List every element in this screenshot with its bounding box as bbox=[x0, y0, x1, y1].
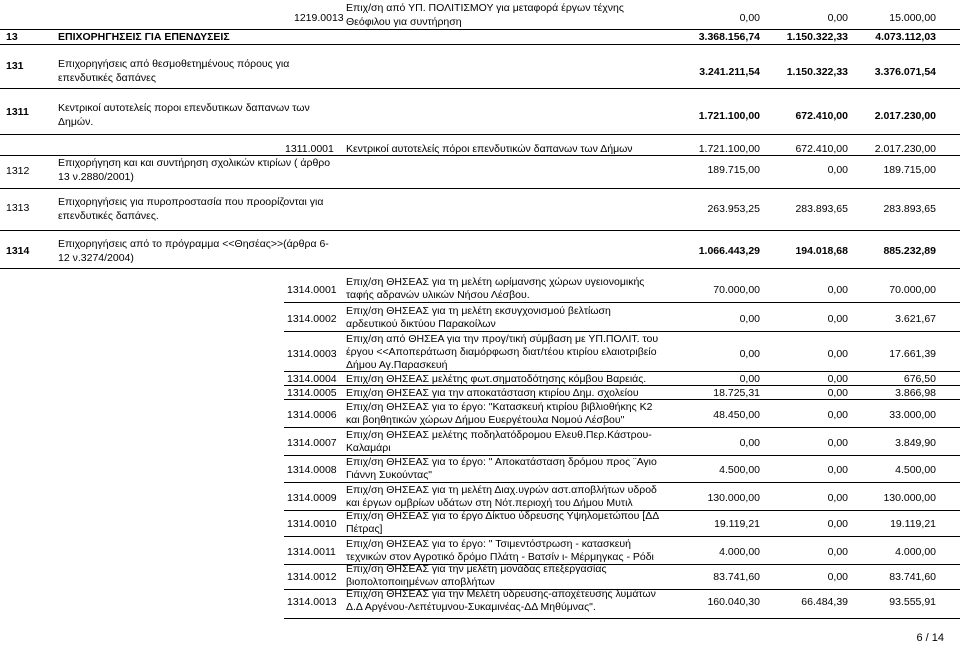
value-1: 19.119,21 bbox=[714, 518, 760, 530]
sub-row bbox=[0, 305, 960, 331]
value-3: 4.500,00 bbox=[895, 464, 936, 476]
row-desc: ΕΠΙΧΟΡΗΓΗΣΕΙΣ ΓΙΑ ΕΠΕΝΔΥΣΕΙΣ bbox=[58, 31, 230, 43]
row-desc: Κεντρικοί αυτοτελείς πόροι επενδυτικών δαπανων των Δήμων bbox=[346, 143, 633, 155]
value-3: 93.555,91 bbox=[889, 596, 936, 608]
row-desc-line: Επιχ/ση ΘΗΣΕΑΣ μελέτης φωτ.σηματοδότησης κόμβου Βαρειάς. bbox=[346, 373, 647, 385]
value-1: 0,00 bbox=[739, 437, 760, 449]
row-desc-line: και βοηθητικών χώρων Δήμου Ευεργέτουλα Νομού Λέσβου" bbox=[346, 414, 625, 426]
value-1: 130.000,00 bbox=[707, 492, 760, 504]
value-3: 2.017.230,00 bbox=[874, 110, 936, 122]
row-desc-line: Επιχορηγήσεις για πυροπροστασία που προορίζονται για bbox=[58, 196, 324, 208]
row-1314 bbox=[0, 234, 960, 268]
value-3: 3.866,98 bbox=[895, 387, 936, 399]
sub-row bbox=[0, 333, 960, 371]
value-3: 19.119,21 bbox=[890, 518, 936, 530]
value-2: 0,00 bbox=[827, 348, 848, 360]
row-1311-0001 bbox=[0, 143, 960, 155]
value-3: 70.000,00 bbox=[889, 284, 936, 296]
row-code: 1314.0004 bbox=[287, 373, 337, 385]
sub-row bbox=[0, 429, 960, 455]
value-2: 0,00 bbox=[827, 409, 848, 421]
sub-row bbox=[0, 456, 960, 482]
row-code: 1314.0003 bbox=[287, 348, 337, 360]
value-3: 4.073.112,03 bbox=[875, 31, 936, 43]
row-code: 1314.0007 bbox=[287, 437, 337, 449]
row-desc-line: έργου <<Αποπεράτωση διαμόρφωση διατ/τέου κτιρίου ελαιοτριβείο bbox=[346, 346, 657, 358]
value-2: 0,00 bbox=[827, 284, 848, 296]
rule bbox=[284, 385, 960, 386]
value-1: 1.721.100,00 bbox=[698, 110, 760, 122]
value-1: 0,00 bbox=[739, 12, 760, 24]
value-2: 0,00 bbox=[827, 571, 848, 583]
row-code: 1314.0001 bbox=[287, 284, 337, 296]
sub-row bbox=[0, 401, 960, 427]
value-2: 0,00 bbox=[827, 373, 848, 385]
value-1: 263.953,25 bbox=[707, 203, 760, 215]
sub-row bbox=[0, 373, 960, 385]
row-desc-line: και έργων ομβρίων υδάτων στη Νότ.περιοχή του Δήμου Μυτιλ bbox=[346, 497, 633, 509]
value-3: 3.849,90 bbox=[895, 437, 936, 449]
row-code: 1314.0012 bbox=[287, 571, 337, 583]
rule bbox=[284, 302, 960, 303]
row-desc-line: Επιχ/ση ΘΗΣΕΑΣ για το έργο: " Τσιμεντόστρωση - κατασκευή bbox=[346, 538, 632, 550]
value-2: 0,00 bbox=[827, 546, 848, 558]
row-desc-line: Επιχορήγηση και και συντήρηση σχολικών κτιρίων ( άρθρο bbox=[58, 157, 331, 169]
row-desc-line: Δ.Δ Αργένου-Λεπέτυμνου-Συκαμινέας-ΔΔ Μηθύμνας". bbox=[346, 601, 596, 613]
value-2: 0,00 bbox=[827, 437, 848, 449]
row-code: 1314.0008 bbox=[287, 464, 337, 476]
row-1313 bbox=[0, 192, 960, 228]
rule bbox=[284, 371, 960, 372]
row-code: 1314 bbox=[6, 245, 30, 257]
rule bbox=[284, 331, 960, 332]
rule bbox=[284, 536, 960, 537]
row-code: 1314.0011 bbox=[287, 546, 336, 558]
value-1: 1.721.100,00 bbox=[698, 143, 760, 155]
row-code: 1311.0001 bbox=[285, 143, 334, 155]
value-3: 33.000,00 bbox=[889, 409, 936, 421]
row-desc-line: επενδυτικές δαπάνες bbox=[58, 72, 156, 84]
value-2: 0,00 bbox=[827, 518, 848, 530]
value-1: 3.241.211,54 bbox=[699, 66, 760, 78]
row-code: 131 bbox=[6, 60, 24, 72]
value-1: 189.715,00 bbox=[707, 164, 760, 176]
row-desc-line: Επιχ/ση ΘΗΣΕΑΣ για το έργο Δίκτυο ύδρευσης Υψηλομετώπου [ΔΔ bbox=[346, 510, 660, 522]
value-3: 885.232,89 bbox=[883, 245, 936, 257]
row-desc-line: Επιχ/ση από ΥΠ. ΠΟΛΙΤΙΣΜΟΥ για μεταφορά έργων τέχνης bbox=[346, 2, 624, 14]
value-1: 3.368.156,74 bbox=[698, 31, 760, 43]
row-code: 1314.0002 bbox=[287, 313, 337, 325]
value-2: 1.150.322,33 bbox=[786, 66, 848, 78]
row-desc-line: Επιχ/ση ΘΗΣΕΑΣ για το έργο: "Κατασκευή κτιρίου βιβλιοθήκης Κ2 bbox=[346, 401, 653, 413]
rule bbox=[284, 618, 960, 619]
row-desc-line: Πέτρας] bbox=[346, 523, 383, 535]
rule bbox=[0, 188, 960, 189]
page-number: 6 / 14 bbox=[916, 632, 944, 644]
row-code: 1314.0005 bbox=[287, 387, 337, 399]
row-desc-line: επενδυτικές δαπάνες. bbox=[58, 210, 159, 222]
sub-row bbox=[0, 510, 960, 536]
row-code: 1313 bbox=[6, 202, 30, 214]
value-2: 0,00 bbox=[827, 464, 848, 476]
value-1: 4.000,00 bbox=[719, 546, 760, 558]
row-code: 13 bbox=[6, 31, 18, 43]
row-desc-line: Θεόφιλου για συντήρηση bbox=[346, 16, 462, 28]
value-2: 0,00 bbox=[827, 12, 848, 24]
row-desc-line: Γιάννη Συκούντας" bbox=[346, 469, 433, 481]
value-3: 83.741,60 bbox=[889, 571, 936, 583]
value-2: 1.150.322,33 bbox=[786, 31, 848, 43]
rule bbox=[284, 399, 960, 400]
row-desc-line: Επιχ/ση ΘΗΣΕΑΣ για την Μελέτη ύδρευσης-αποχέτευσης λυμάτων bbox=[346, 588, 656, 600]
row-desc-line: Δήμου Αγ.Παρασκευή bbox=[346, 359, 448, 371]
value-3: 130.000,00 bbox=[883, 492, 936, 504]
rule bbox=[284, 427, 960, 428]
value-1: 18.725,31 bbox=[713, 387, 760, 399]
value-2: 194.018,68 bbox=[795, 245, 848, 257]
value-1: 0,00 bbox=[739, 373, 760, 385]
row-desc-line: Επιχ/ση ΘΗΣΕΑΣ για τη μελέτη εκσυγχονισμού βελτίωση bbox=[346, 305, 611, 317]
row-1312 bbox=[0, 156, 960, 186]
value-1: 48.450,00 bbox=[713, 409, 760, 421]
value-3: 3.621,67 bbox=[895, 313, 936, 325]
row-code: 1311 bbox=[6, 106, 29, 118]
row-desc-line: Επιχορηγήσεις από θεσμοθετημένους πόρους για bbox=[58, 58, 290, 70]
row-desc-line: Επιχ/ση ΘΗΣΕΑΣ για την μελέτη μονάδας επεξεργασίας bbox=[346, 563, 607, 575]
value-2: 672.410,00 bbox=[795, 143, 848, 155]
row-desc-line: Επιχ/ση ΘΗΣΕΑΣ για τη μελέτη ωρίμανσης χώρων υγειονομικής bbox=[346, 276, 645, 288]
value-1: 0,00 bbox=[739, 348, 760, 360]
value-1: 4.500,00 bbox=[719, 464, 760, 476]
row-1311 bbox=[0, 90, 960, 134]
value-3: 3.376.071,54 bbox=[874, 66, 936, 78]
rule bbox=[0, 44, 960, 45]
value-2: 0,00 bbox=[827, 164, 848, 176]
value-2: 0,00 bbox=[827, 492, 848, 504]
row-code: 1314.0006 bbox=[287, 409, 337, 421]
sub-row bbox=[0, 588, 960, 618]
value-1: 0,00 bbox=[739, 313, 760, 325]
value-3: 676,50 bbox=[903, 373, 936, 385]
row-desc-line: 12 ν.3274/2004) bbox=[58, 252, 134, 264]
rule bbox=[0, 134, 960, 135]
sub-row bbox=[0, 563, 960, 589]
row-desc-line: Δημών. bbox=[58, 116, 94, 128]
value-3: 283.893,65 bbox=[883, 203, 936, 215]
value-1: 83.741,60 bbox=[713, 571, 760, 583]
row-desc-line: Επιχορηγήσεις από το πρόγραμμα <<Θησέας>>(άρθρα 6- bbox=[58, 238, 329, 250]
rule bbox=[284, 482, 960, 483]
row-desc-line: βιοπολτοποιημένων αποβλήτων bbox=[346, 576, 495, 588]
row-code: 1312 bbox=[6, 165, 30, 177]
value-2: 0,00 bbox=[827, 313, 848, 325]
value-1: 70.000,00 bbox=[713, 284, 760, 296]
value-2: 672.410,00 bbox=[795, 110, 848, 122]
row-desc-line: Κεντρικοί αυτοτελείς ποροι επενδυτικων δαπανων των bbox=[58, 102, 310, 114]
value-3: 2.017.230,00 bbox=[874, 143, 936, 155]
value-3: 17.661,39 bbox=[889, 348, 936, 360]
sub-row bbox=[0, 276, 960, 302]
row-desc-line: Επιχ/ση ΘΗΣΕΑΣ μελέτης ποδηλατόδρομου Ελευθ.Περ.Κάστρου- bbox=[346, 429, 652, 441]
row-desc-line: τεχνικών στον Αγροτικό δρόμο Πλάτη - Βατσίν ι- Μέρμηγκας - Ρόδι bbox=[346, 551, 654, 563]
top-row bbox=[0, 0, 960, 30]
rule bbox=[0, 88, 960, 89]
value-3: 15.000,00 bbox=[889, 12, 936, 24]
sub-row bbox=[0, 484, 960, 510]
row-131 bbox=[0, 46, 960, 86]
row-desc-line: Επιχ/ση ΘΗΣΕΑΣ για το έργο: " Αποκατάσταση δρόμου προς ¨Αγιο bbox=[346, 456, 657, 468]
row-desc-line: Καλαμάρι bbox=[346, 442, 391, 454]
row-desc-line: ταφής αδρανών υλικών Νήσου Λέσβου. bbox=[346, 289, 530, 301]
row-desc-line: Επιχ/ση ΘΗΣΕΑΣ για τη μελέτη Διαχ.υγρών αστ.αποβλήτων υδροδ bbox=[346, 484, 657, 496]
value-1: 1.066.443,29 bbox=[698, 245, 760, 257]
value-2: 66.484,39 bbox=[801, 596, 848, 608]
row-13 bbox=[0, 30, 960, 44]
row-desc-line: Επιχ/ση από ΘΗΣΕΑ για την προγ/τική σύμβαση με ΥΠ.ΠΟΛΙΤ. του bbox=[346, 333, 659, 345]
value-3: 4.000,00 bbox=[895, 546, 936, 558]
value-3: 189.715,00 bbox=[883, 164, 936, 176]
value-1: 160.040,30 bbox=[707, 596, 760, 608]
value-2: 0,00 bbox=[827, 387, 848, 399]
rule bbox=[0, 268, 960, 269]
row-desc-line: 13 ν.2880/2001) bbox=[58, 171, 134, 183]
rule bbox=[0, 230, 960, 231]
sub-row bbox=[0, 538, 960, 564]
row-code: 1314.0010 bbox=[287, 518, 337, 530]
sub-row bbox=[0, 387, 960, 399]
row-desc-line: Επιχ/ση ΘΗΣΕΑΣ για την αποκατάσταση κτιρίου Δημ. σχολείου bbox=[346, 387, 639, 399]
row-code: 1219.0013 bbox=[294, 12, 344, 24]
row-code: 1314.0009 bbox=[287, 492, 337, 504]
row-desc-line: αρδευτικού δικτύου Παρακοίλων bbox=[346, 318, 496, 330]
value-2: 283.893,65 bbox=[795, 203, 848, 215]
row-code: 1314.0013 bbox=[287, 596, 337, 608]
